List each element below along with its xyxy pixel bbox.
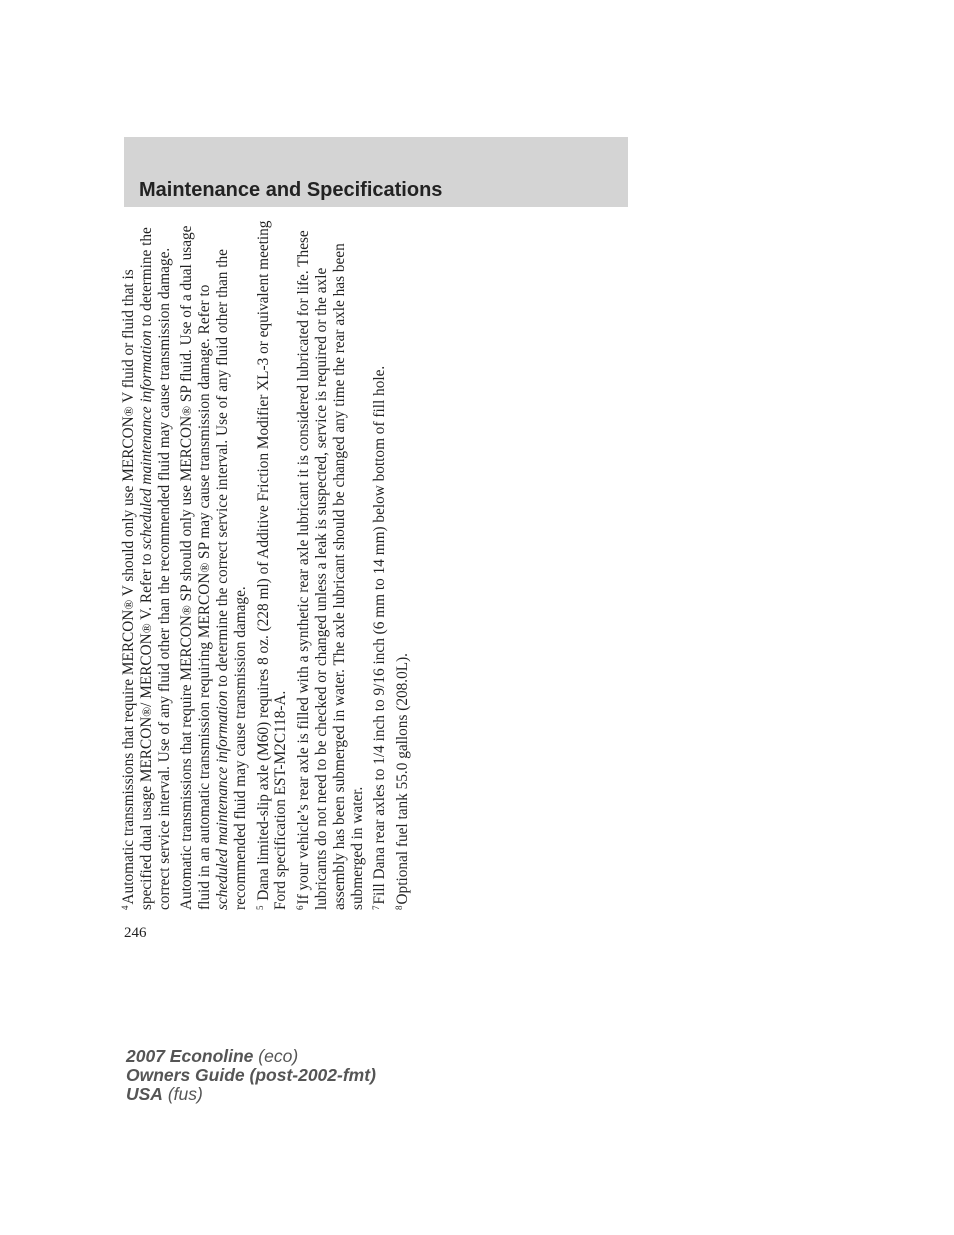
- document-footer: [126, 1047, 376, 1104]
- footnote-8: $^8$Optional fuel tank 55.0 gallons (208.0L).: [394, 652, 412, 910]
- footer-line-2: Owners Guide (post-2002-fmt): [126, 1065, 376, 1085]
- footnote-marker: 4: [120, 905, 130, 910]
- footnote-marker: 5: [254, 905, 265, 910]
- section-header-band: [124, 137, 628, 207]
- section-title: Maintenance and Specifications: [139, 179, 443, 201]
- footer-line-3: USA (fus): [126, 1084, 203, 1104]
- footnote-4-continued: Automatic transmissions that require MERCON® SP should only use MERCON® SP fluid. Use of a dual usage fluid in an automatic transmission requiring MERCON® SP may cause transmission damage. Refer to scheduled maintenance information to determine the correct service interval. Use of any fluid other than the recommended fluid may cause transmission damage.: [178, 225, 249, 910]
- footnotes-block: [120, 220, 420, 910]
- footnote-marker: 6: [295, 905, 306, 910]
- footnote-5: $^5$ Dana limited-slip axle (M60) requires 8 oz. (228 ml) of Additive Friction Modifier XL-3 or equivalent meeting Ford specification EST-M2C118-A.: [254, 220, 290, 910]
- page-number: 246: [124, 925, 147, 941]
- footnote-7: $^7$Fill Dana rear axles to 1/4 inch to 9/16 inch (6 mm to 14 mm) below bottom of fill hole.: [371, 365, 389, 910]
- footnote-marker: 8: [394, 905, 405, 910]
- footnote-6: $^6$If your vehicle’s rear axle is filled with a synthetic rear axle lubricant it is considered lubricated for life. These lubricants do not need to be checked or changed unless a leak is suspected, service is required or the axle assembly has been submerged in water. The axle lubricant should be changed any time the rear axle has been submerged in water.: [295, 230, 366, 910]
- footer-line-1: 2007 Econoline (eco): [126, 1046, 299, 1066]
- footnote-marker: 7: [371, 905, 382, 910]
- footnote-4: $^4$Automatic transmissions that require MERCON® V should only use MERCON® V fluid or fluid that is specified dual usage MERCON®/ MERCON® V. Refer to scheduled maintenance information to determine the correct service interval. Use of any fluid other than the recommended fluid may cause transmission damage.: [120, 227, 173, 910]
